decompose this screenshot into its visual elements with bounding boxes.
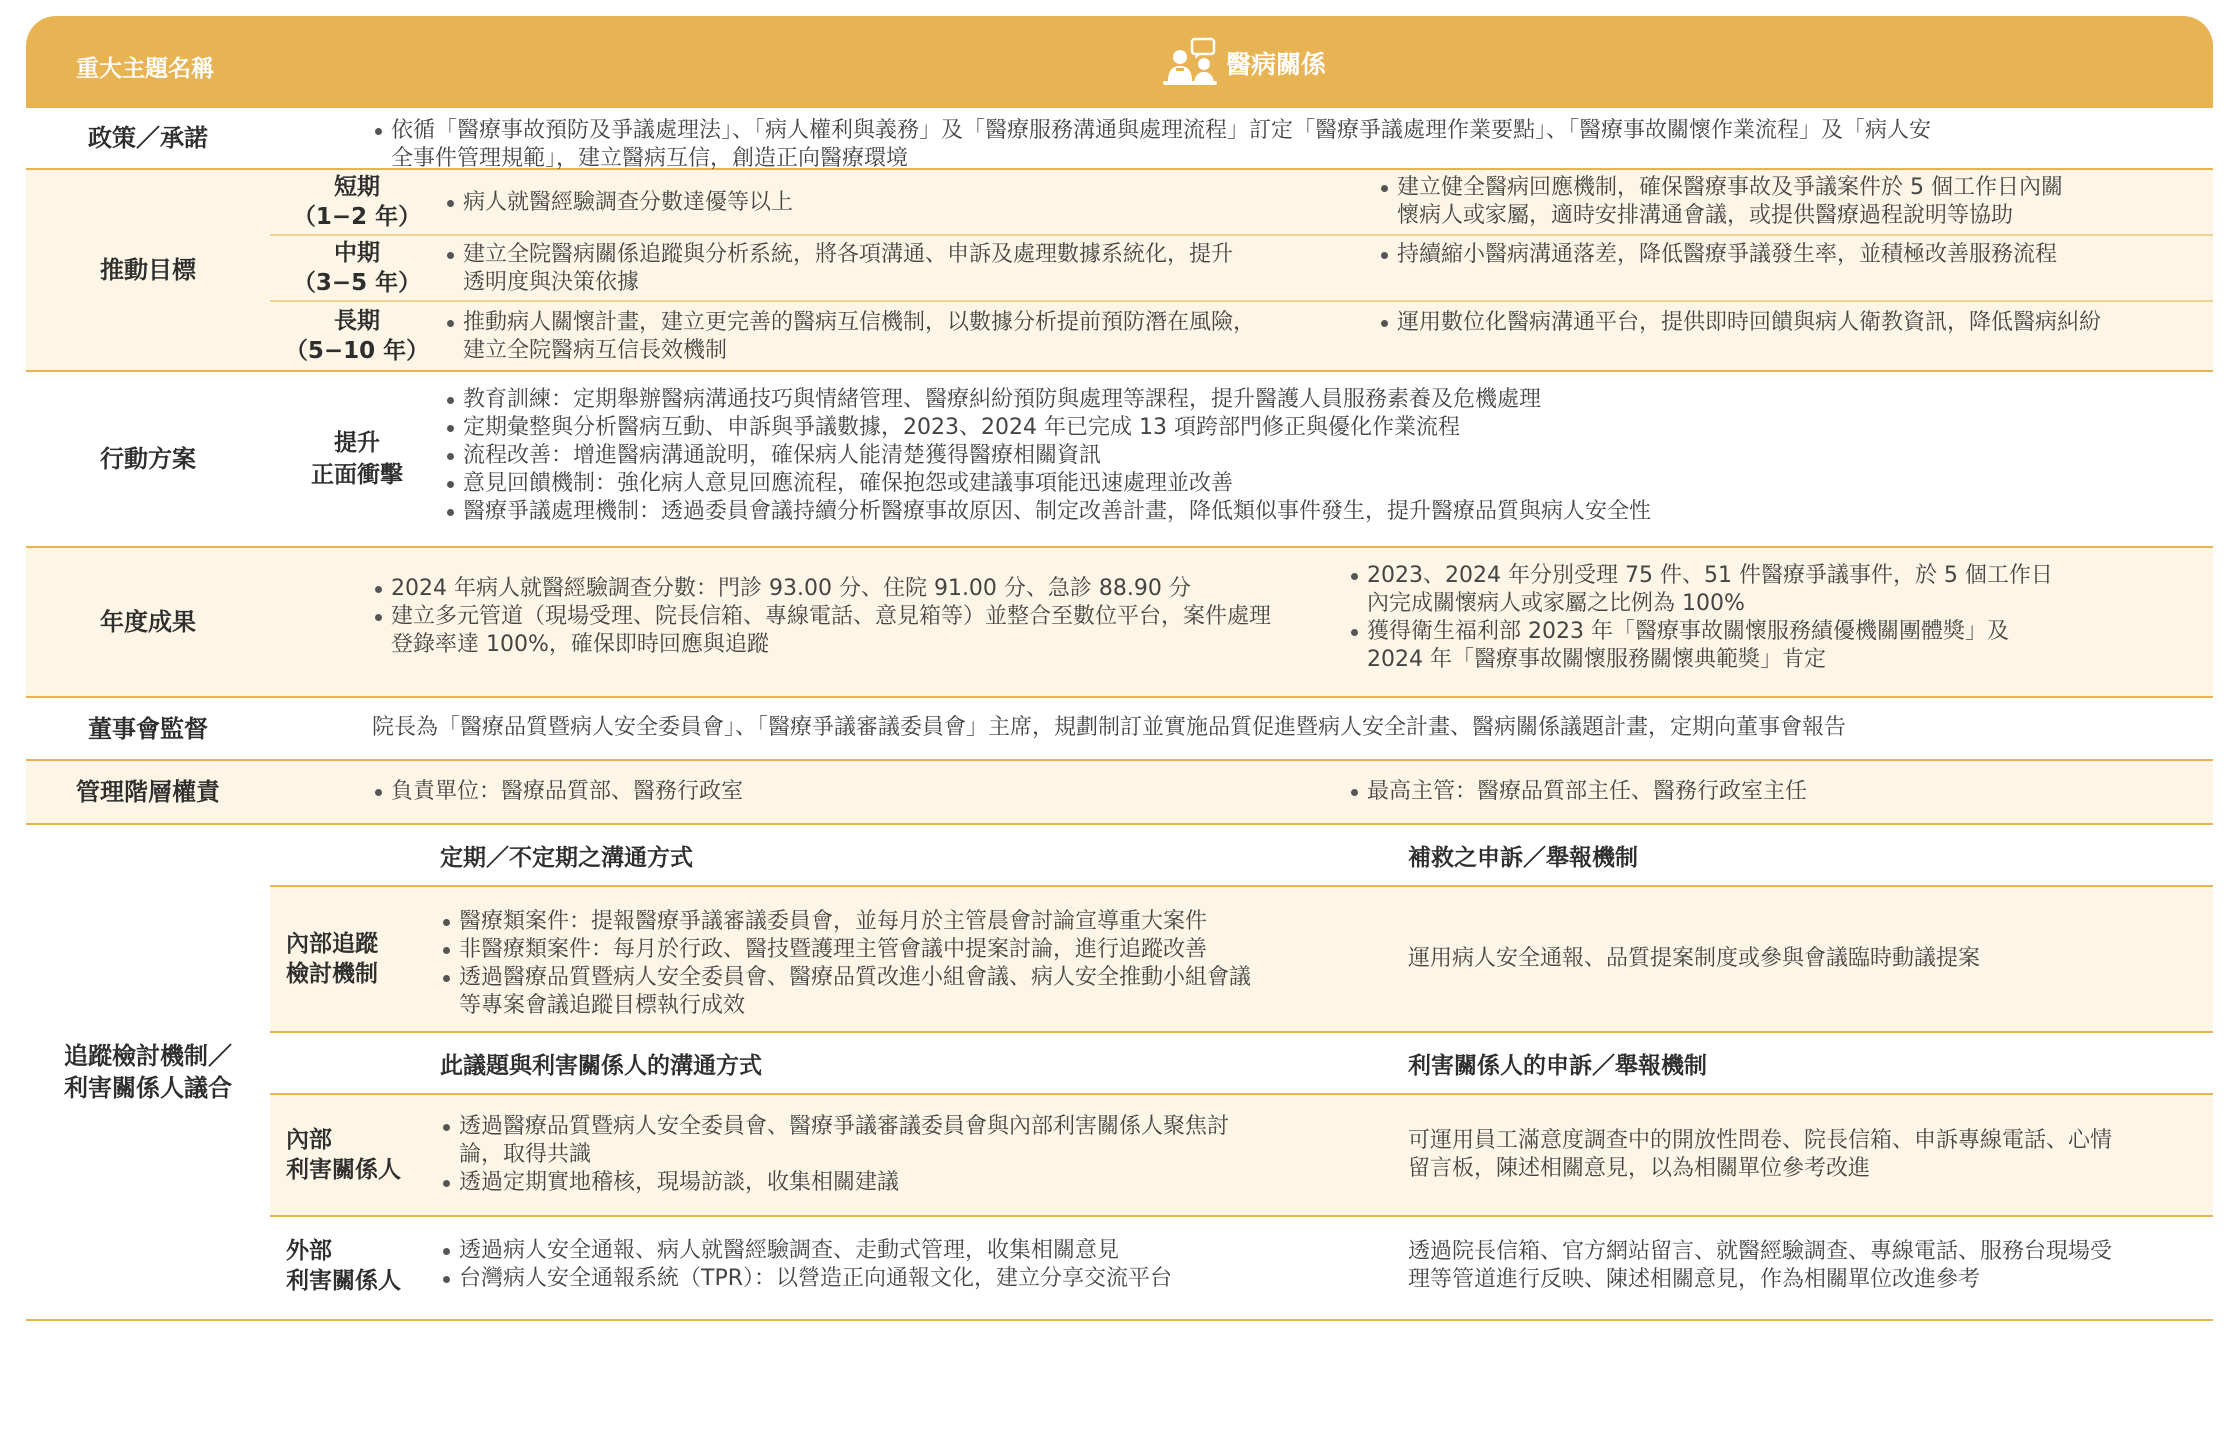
results-right: 2023、2024 年分別受理 75 件、51 件醫療爭議事件，於 5 個工作日 內完成關懷病人或家屬之比例為 100% 獲得衛生福利部 2023 年「醫療事故關懷服務績優機關團體獎」及 2024 年「醫療事故關懷服務關懷典範獎」肯定 bbox=[1348, 548, 2213, 696]
action-item: 醫療爭議處理機制：透過委員會議持續分析醫療事故原因、制定改善計畫，降低類似事件發生，提升醫療品質與病人安全性 bbox=[444, 498, 2213, 526]
tracking-row bbox=[26, 825, 2213, 1321]
goal-mid-term bbox=[270, 236, 2213, 302]
goal-short-label: 短期 （1−2 年） bbox=[292, 174, 422, 230]
policy-label: 政策／承諾 bbox=[88, 124, 208, 152]
mgmt-label: 管理階層權責 bbox=[76, 778, 220, 806]
external-stakeholder-right: 透過院長信箱、官方網站留言、就醫經驗調查、專線電話、服務台現場受 理等管道進行反映、陳述相關意見，作為相關單位改進參考 bbox=[1408, 1239, 2113, 1292]
goal-mid-label: 中期 （3−5 年） bbox=[292, 240, 422, 296]
header-theme-title: 醫病關係 bbox=[1226, 50, 1327, 79]
internal-stakeholder-label: 內部 利害關係人 bbox=[286, 1127, 401, 1183]
policy-text: 依循「醫療事故預防及爭議處理法」、「病人權利與義務」及「醫療服務溝通與處理流程」訂定「醫療爭議處理作業要點」、「醫療事故關懷作業流程」及「病人安 全事件管理規範」，建立醫病互信，創造正向醫療環境 bbox=[372, 117, 2193, 173]
board-row bbox=[26, 698, 2213, 761]
action-item: 定期彙整與分析醫病互動、申訴與爭議數據，2023、2024 年已完成 13 項跨部門修正與優化作業流程 bbox=[444, 414, 2213, 442]
header-label: 重大主題名稱 bbox=[76, 56, 214, 82]
goals-label: 推動目標 bbox=[100, 256, 196, 284]
goal-short-left: 病人就醫經驗調查分數達優等以上 bbox=[444, 189, 1364, 217]
goal-mid-right: 持續縮小醫病溝通落差，降低醫療爭議發生率，並積極改善服務流程 bbox=[1378, 241, 2197, 269]
goal-long-right: 運用數位化醫病溝通平台，提供即時回饋與病人衛教資訊，降低醫病糾紛 bbox=[1378, 309, 2197, 337]
results-row bbox=[26, 548, 2213, 698]
results-label: 年度成果 bbox=[100, 608, 196, 636]
internal-stakeholder-row: 內部 利害關係人 透過醫療品質暨病人安全委員會、醫療爭議審議委員會與內部利害關係人聚焦討 論，取得共識 透過定期實地稽核，現場訪談，收集相關建議 可運用員工滿意度調查中的開放性問卷、院長信箱、申訴專線電話、心情 留言板，陳述相關意見，以為相關單位參考改進 bbox=[270, 1095, 2213, 1217]
results-left: 2024 年病人就醫經驗調查分數：門診 93.00 分、住院 91.00 分、急診 88.90 分 建立多元管道（現場受理、院長信箱、專線電話、意見箱等）並整合至數位平台，案件處理 登錄率達 100%，確保即時回應與追蹤 bbox=[270, 548, 1348, 696]
header-theme bbox=[1162, 38, 1326, 88]
goal-long-label: 長期 （5−10 年） bbox=[284, 308, 430, 364]
internal-review-row: 內部追蹤 檢討機制 醫療類案件：提報醫療爭議審議委員會，並每月於主管晨會討論宣導重大案件 非醫療類案件：每月於行政、醫技暨護理主管會議中提案討論，進行追蹤改善 透過醫療品質暨病人安全委員會、醫療品質改進小組會議、病人安全推動小組會議 等專案會議追蹤目標執行成效 運用病人安全通報、品質提案制度或參與會議臨時動議提案 bbox=[270, 887, 2213, 1033]
goals-row bbox=[26, 170, 2213, 372]
goal-short-right: 建立健全醫病回應機制，確保醫療事故及爭議案件於 5 個工作日內關 懷病人或家屬，適時安排溝通會議，或提供醫療過程說明等協助 bbox=[1378, 174, 2197, 230]
action-item: 意見回饋機制：強化病人意見回應流程，確保抱怨或建議事項能迅速處理並改善 bbox=[444, 470, 2213, 498]
tracking-head-2: 此議題與利害關係人的溝通方式 利害關係人的申訴／舉報機制 bbox=[270, 1033, 2213, 1095]
goal-short-term bbox=[270, 170, 2213, 236]
goal-mid-left: 建立全院醫病關係追蹤與分析系統，將各項溝通、申訴及處理數據系統化，提升 透明度與決策依據 bbox=[444, 241, 1364, 297]
action-label: 行動方案 bbox=[100, 445, 196, 473]
goal-long-left: 推動病人關懷計畫，建立更完善的醫病互信機制，以數據分析提前預防潛在風險， 建立全院醫病互信長效機制 bbox=[444, 309, 1364, 365]
action-row bbox=[26, 372, 2213, 548]
goal-long-term bbox=[270, 302, 2213, 370]
internal-review-right: 運用病人安全通報、品質提案制度或參與會議臨時動議提案 bbox=[1408, 946, 1981, 971]
mgmt-right: 最高主管：醫療品質部主任、醫務行政室主任 bbox=[1348, 778, 2213, 806]
action-item: 教育訓練：定期舉辦醫病溝通技巧與情緒管理、醫療糾紛預防與處理等課程，提升醫護人員服務素養及危機處理 bbox=[444, 386, 2213, 414]
policy-row bbox=[26, 108, 2213, 170]
board-text: 院長為「醫療品質暨病人安全委員會」、「醫療爭議審議委員會」主席，規劃制訂並實施品質促進暨病人安全計畫、醫病關係議題計畫，定期向董事會報告 bbox=[372, 715, 1847, 740]
external-stakeholder-row: 外部 利害關係人 透過病人安全通報、病人就醫經驗調查、走動式管理，收集相關意見 台灣病人安全通報系統（TPR）：以營造正向通報文化，建立分享交流平台 透過院長信箱、官方網站留言、就醫經驗調查、專線電話、服務台現場受 理等管道進行反映、陳述相關意見，作為相關單位改進參考 bbox=[270, 1217, 2213, 1315]
board-label: 董事會監督 bbox=[88, 714, 208, 743]
internal-stakeholder-right: 可運用員工滿意度調查中的開放性問卷、院長信箱、申訴專線電話、心情 留言板，陳述相關意見，以為相關單位參考改進 bbox=[1408, 1128, 2113, 1181]
mgmt-left: 負責單位：醫療品質部、醫務行政室 bbox=[372, 778, 1348, 806]
action-list bbox=[444, 372, 2213, 546]
tracking-head-1: 定期／不定期之溝通方式 補救之申訴／舉報機制 bbox=[270, 825, 2213, 887]
action-item: 流程改善：增進醫病溝通說明，確保病人能清楚獲得醫療相關資訊 bbox=[444, 442, 2213, 470]
internal-review-label: 內部追蹤 檢討機制 bbox=[286, 931, 378, 987]
doctor-patient-icon bbox=[1162, 37, 1218, 89]
external-stakeholder-label: 外部 利害關係人 bbox=[286, 1238, 401, 1294]
action-sub-label: 提升 正面衝擊 bbox=[311, 430, 403, 488]
mgmt-row bbox=[26, 761, 2213, 825]
tracking-label: 追蹤檢討機制／ 利害關係人議合 bbox=[64, 1042, 232, 1102]
table-header bbox=[26, 16, 2213, 108]
material-topic-table bbox=[26, 16, 2213, 1321]
